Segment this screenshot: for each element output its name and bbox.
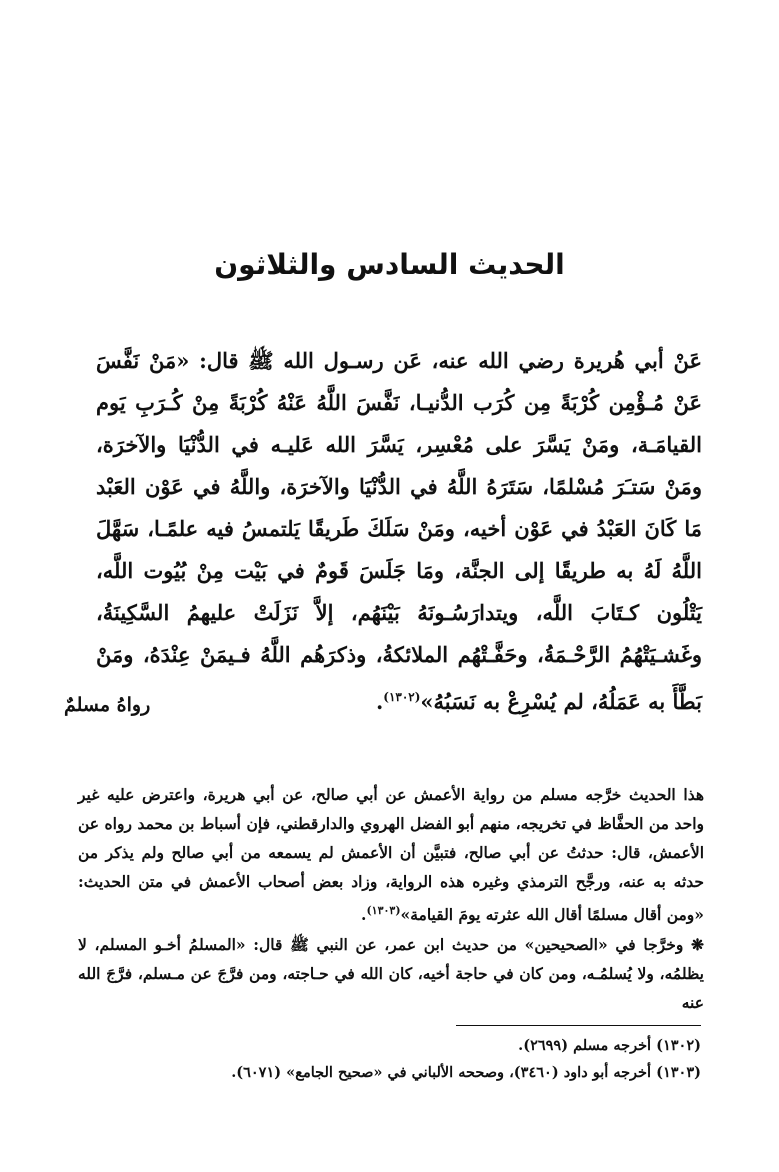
- chapter-title: الحديث السادس والثلاثون: [214, 248, 565, 281]
- hadith-footnote-ref: (١٣٠٢): [383, 690, 421, 704]
- narration-source: رواهُ مسلمٌ: [64, 694, 151, 716]
- footnote-item: (١٣٠٢) أخرجه مسلم (٢٦٩٩).: [518, 1037, 701, 1054]
- commentary-footnote-ref: (١٣٠٣): [366, 904, 401, 917]
- footnote-divider: [456, 1025, 701, 1026]
- footnotes-list: [75, 1032, 701, 1086]
- hadith-body: عَنْ أبي هُريرة رضي الله عنه، عَن رسـول الله ﷺ قال: «مَنْ نَفَّسَ عَنْ مُـؤْمِن كُرْبَةً مِن كُرَب الدُّنيـا، نَفَّسَ اللَّهُ عَنْهُ كُرْبَةً مِنْ كُـرَبِ يَوم القيامَـة، ومَنْ يَسَّرَ على مُعْسِر، يَسَّرَ الله عَليـه في الدُّنْيَا والآخرَة، ومَنْ سَتـَرَ مُسْلمًا، سَتَرَهُ اللَّهُ في الدُّنْيَا والآخرَة، واللَّهُ في عَوْن العَبْد مَا كَانَ العَبْدُ في عَوْن أخيه، ومَنْ سَلَكَ طَريقًا يَلتمسُ فيه علمًـا، سَهَّلَ اللَّهُ لَهُ به طريقًا إلى الجنَّة، ومَا جَلَسَ قَومٌ في بَيْت مِنْ بُيُوت اللَّه، يَتْلُون كـتَابَ اللَّه، ويتدارَسُـونَهُ بَيْنَهُم، إلاَّ نَزَلَتْ عليهمُ السَّكِينَةُ، وغَشـيَتْهُمُ الرَّحْـمَةُ، وحَفَّـتْهُم الملائكةُ، وذكرَهُم اللَّهُ فـيمَنْ عِنْدَهُ، ومَنْ بَطَّأَ به عَمَلُهُ، لم يُسْرِعْ به نَسَبُهُ»: [96, 348, 702, 714]
- commentary-paragraph-2: ❋ وخرَّجا في «الصحيحين» من حديث ابن عمر، عن النبي ﷺ قال: «المسلمُ أخـو المسلم، لا يظلمُه، ولا يُسلمُـه، ومن كان في حاجة أخيه، كان الله في حـاجته، ومن فرَّجَ عن مـسلم، فرَّجَ الله عنه: [78, 935, 704, 1012]
- commentary-text: هذا الحديث خرَّجه مسلم من رواية الأعمش عن أبي صالح، عن أبي هريرة، واعترض عليه غير واحد من الحفَّاظ في تخريجه، منهم أبو الفضل الهروي والدارقطني، فإن أسباط بن محمد رواه عن الأعمش، قال: حدثتُ عن أبي صالح، فتبيَّن أن الأعمش لم يسمعه من أبي صالح ولم يذكر من حدثه به عنه، ورجَّح الترمذي وغيره هذه الرواية، وزاد بعض أصحاب الأعمش في متن الحديث: «ومن أقال مسلمًا أقال الله عثرته يومَ القيامة»: [78, 785, 704, 925]
- commentary-paragraph: هذا الحديث خرَّجه مسلم من رواية الأعمش عن أبي صالح، عن أبي هريرة، واعترض عليه غير واحد من الحفَّاظ في تخريجه، منهم أبو الفضل الهروي والدارقطني، فإن أسباط بن محمد رواه عن الأعمش، قال: حدثتُ عن أبي صالح، فتبيَّن أن الأعمش لم يسمعه من أبي صالح ولم يذكر من حدثه به عنه، ورجَّح الترمذي وغيره هذه الرواية، وزاد بعض أصحاب الأعمش في متن الحديث: «ومن أقال مسلمًا أقال الله عثرته يومَ القيامة»$^{(١٣٠٣)}$.: [78, 785, 704, 925]
- footnote-item: (١٣٠٣) أخرجه أبو داود (٣٤٦٠)، وصححه الألباني في «صحيح الجامع» (٦٠٧١).: [231, 1064, 701, 1081]
- hadith-text: عَنْ أبي هُريرة رضي الله عنه، عَن رسـول الله ﷺ قال: «مَنْ نَفَّسَ عَنْ مُـؤْمِن كُرْبَةً مِن كُرَب الدُّنيـا، نَفَّسَ اللَّهُ عَنْهُ كُرْبَةً مِنْ كُـرَبِ يَوم القيامَـة، ومَنْ يَسَّرَ على مُعْسِر، يَسَّرَ الله عَليـه في الدُّنْيَا والآخرَة، ومَنْ سَتـَرَ مُسْلمًا، سَتَرَهُ اللَّهُ في الدُّنْيَا والآخرَة، واللَّهُ في عَوْن العَبْد مَا كَانَ العَبْدُ في عَوْن أخيه، ومَنْ سَلَكَ طَريقًا يَلتمسُ فيه علمًـا، سَهَّلَ اللَّهُ لَهُ به طريقًا إلى الجنَّة، ومَا جَلَسَ قَومٌ في بَيْت مِنْ بُيُوت اللَّه، يَتْلُون كـتَابَ اللَّه، ويتدارَسُـونَهُ بَيْنَهُم، إلاَّ نَزَلَتْ عليهمُ السَّكِينَةُ، وغَشـيَتْهُمُ الرَّحْـمَةُ، وحَفَّـتْهُم الملائكةُ، وذكرَهُم اللَّهُ فـيمَنْ عِنْدَهُ، ومَنْ بَطَّأَ به عَمَلُهُ، لم يُسْرِعْ به نَسَبُهُ»$^{(١٣٠٢)}$.: [96, 348, 702, 714]
